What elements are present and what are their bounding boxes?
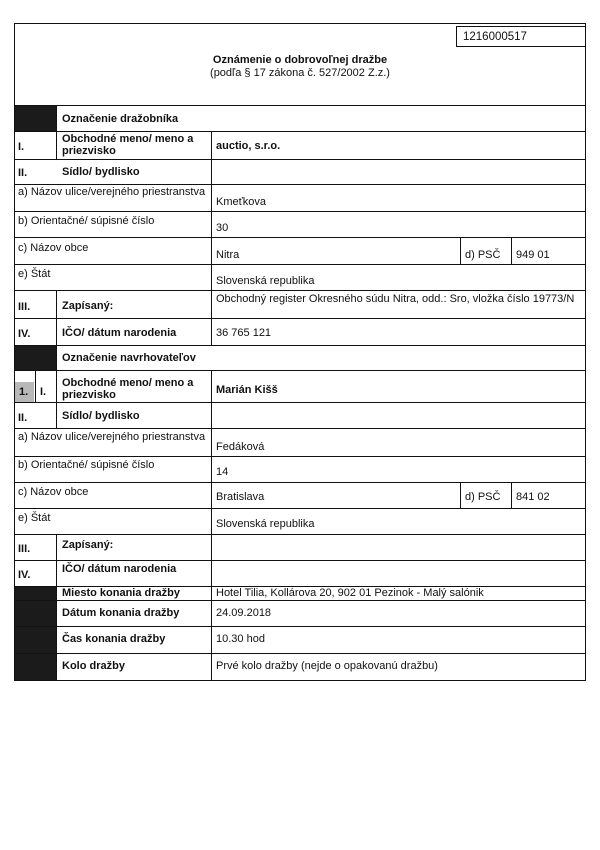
rule	[56, 370, 57, 428]
rule	[211, 370, 212, 680]
rule	[56, 290, 57, 370]
row-number: III.	[18, 301, 31, 313]
state-label: e) Štát	[18, 268, 51, 280]
rule	[14, 456, 586, 457]
rule	[14, 290, 586, 291]
rule	[14, 508, 586, 509]
house-number-label: b) Orientačné/ súpisné číslo	[18, 215, 155, 227]
document-subtitle: (podľa § 17 zákona č. 527/2002 Z.z.)	[210, 67, 390, 79]
rule	[14, 318, 586, 319]
rule	[56, 534, 57, 680]
auction-round-label: Kolo dražby	[62, 660, 125, 672]
auction-place: Hotel Tilia, Kollárova 20, 902 01 Pezinok - Malý salónik	[216, 587, 484, 599]
rule	[14, 184, 586, 185]
rule	[14, 534, 586, 535]
business-name-label: Obchodné meno/ meno a priezvisko	[62, 133, 194, 157]
auctioneer-postal-code: 949 01	[516, 249, 550, 261]
auctioneer-state: Slovenská republika	[216, 275, 315, 287]
postal-code-label: d) PSČ	[465, 491, 501, 503]
rule	[35, 370, 36, 402]
auctioneer-street: Kmeťkova	[216, 196, 266, 208]
row-number: IV.	[18, 328, 31, 340]
proposer-state: Slovenská republika	[216, 518, 315, 530]
street-label: a) Názov ulice/verejného priestranstva	[18, 431, 206, 443]
rule	[460, 482, 461, 508]
rule	[14, 370, 586, 371]
rule	[511, 237, 512, 264]
registered-label: Zapísaný:	[62, 300, 114, 312]
seat-label: Sídlo/ bydlisko	[62, 410, 140, 422]
rule	[211, 131, 212, 345]
auctioneer-section-title: Označenie dražobníka	[62, 113, 179, 125]
business-name-label: Obchodné meno/ meno a priezvisko	[62, 377, 194, 401]
rule	[14, 653, 586, 654]
seat-label: Sídlo/ bydlisko	[62, 166, 140, 178]
id-number-label: IČO/ dátum narodenia	[62, 327, 177, 339]
auctioneer-city: Nitra	[216, 249, 240, 261]
proposer-section-title: Označenie navrhovateľov	[62, 352, 196, 364]
proposer-city: Bratislava	[216, 491, 265, 503]
rule	[14, 600, 586, 601]
rule	[14, 482, 586, 483]
rule	[14, 560, 586, 561]
auction-date: 24.09.2018	[216, 607, 272, 619]
proposer-street: Fedáková	[216, 441, 265, 453]
rule	[14, 211, 586, 212]
proposer-house-number: 14	[216, 466, 229, 478]
auctioneer-house-number: 30	[216, 222, 229, 234]
proposer-index: 1.	[19, 386, 29, 398]
city-label: c) Názov obce	[18, 486, 89, 498]
rule	[14, 159, 586, 160]
row-number: I.	[18, 141, 25, 153]
row-number: II.	[18, 412, 28, 424]
document-title: Oznámenie o dobrovoľnej dražbe	[212, 54, 388, 66]
auction-round: Prvé kolo dražby (nejde o opakovanú dražbu)	[216, 660, 438, 672]
section-marker	[15, 346, 56, 368]
row-number: III.	[18, 543, 31, 555]
rule	[14, 105, 586, 106]
proposer-postal-code: 841 02	[516, 491, 550, 503]
auctioneer-name: auctio, s.r.o.	[216, 140, 281, 152]
street-label: a) Názov ulice/verejného priestranstva	[18, 186, 206, 198]
postal-code-label: d) PSČ	[465, 249, 501, 261]
auction-time: 10.30 hod	[216, 633, 265, 645]
rule	[14, 402, 586, 403]
row-number: I.	[40, 386, 47, 398]
auction-time-label: Čas konania dražby	[62, 633, 166, 645]
rule	[14, 237, 586, 238]
auction-place-label: Miesto konania dražby	[62, 587, 180, 599]
rule	[14, 428, 586, 429]
rule	[14, 345, 586, 346]
id-number-label: IČO/ dátum narodenia	[62, 563, 177, 575]
registered-label: Zapísaný:	[62, 539, 114, 551]
city-label: c) Názov obce	[18, 242, 89, 254]
document-number: 1216000517	[463, 31, 527, 43]
rule	[511, 482, 512, 508]
rule	[56, 105, 57, 159]
house-number-label: b) Orientačné/ súpisné číslo	[18, 459, 155, 471]
rule	[460, 237, 461, 264]
rule	[14, 264, 586, 265]
rule	[14, 626, 586, 627]
auctioneer-id-number: 36 765 121	[216, 327, 272, 339]
auctioneer-registration: Obchodný register Okresného súdu Nitra, odd.: Sro, vložka číslo 19773/N	[216, 293, 575, 305]
rule	[14, 131, 586, 132]
row-number: IV.	[18, 569, 31, 581]
auction-date-label: Dátum konania dražby	[62, 607, 180, 619]
state-label: e) Štát	[18, 512, 51, 524]
section-marker	[15, 106, 56, 131]
row-number: II.	[18, 167, 28, 179]
proposer-name: Marián Kišš	[216, 384, 278, 396]
